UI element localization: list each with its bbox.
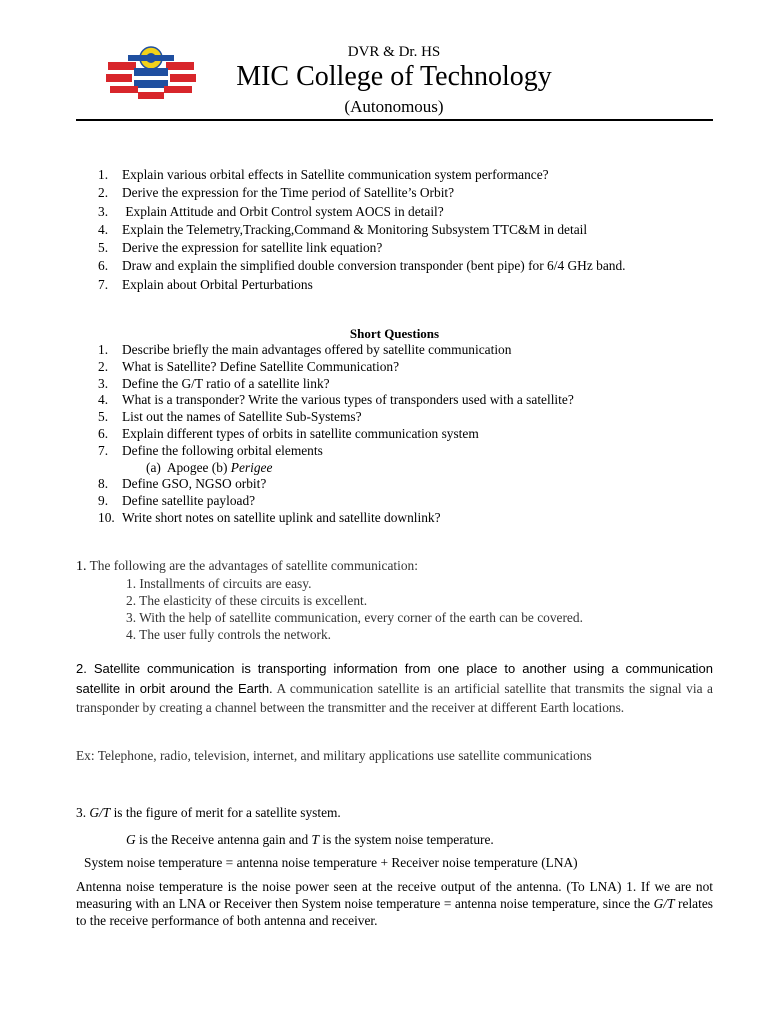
short-questions-title: Short Questions <box>349 326 440 341</box>
list-item: 8. Define GSO, NGSO orbit? <box>98 476 267 492</box>
answer-3-paragraph: Antenna noise temperature is the noise power seen at the receive output of the antenna. (To LNA) 1. If we are not measuring with an LNA or Receiver then System noise temperature = antenna noise temperature, since the G/T relates to the receive performance of both antenna and receiver. <box>76 879 713 928</box>
answer-2-paragraph: 2. Satellite communication is transporting information from one place to another using a communication satellite in orbit around the Earth. A communication satellite is an artificial satellite that transmits the signal via a transponder by creating a channel between the transmitter and the receiver at different Earth locations. <box>76 661 714 715</box>
list-item: 4. What is a transponder? Write the various types of transponders used with a satellite? <box>98 392 574 408</box>
list-item: 6. Draw and explain the simplified double conversion transponder (bent pipe) for 6/4 GHz band. <box>98 258 626 274</box>
header-institute-line: DVR & Dr. HS <box>347 44 441 60</box>
answer-2-example: Ex: Telephone, radio, television, internet, and military applications use satellite communications <box>76 748 592 763</box>
list-item: 1. Installments of circuits are easy. <box>126 576 312 591</box>
list-item: 5. List out the names of Satellite Sub-Systems? <box>98 409 362 425</box>
list-item: 7. Define the following orbital elements <box>98 442 323 458</box>
list-item: 1. Describe briefly the main advantages offered by satellite communication <box>98 342 512 357</box>
header-divider <box>76 119 713 121</box>
list-item: 10. Write short notes on satellite uplink and satellite downlink? <box>98 509 441 525</box>
list-item: 4. The user fully controls the network. <box>126 627 332 642</box>
list-item: 3. Explain Attitude and Orbit Control system AOCS in detail? <box>98 203 444 219</box>
answer-1-lead: 1. The following are the advantages of satellite communication: <box>76 558 418 574</box>
answer-3-line1: 3. G/T is the figure of merit for a satellite system. <box>76 805 341 820</box>
list-item: 2. Derive the expression for the Time period of Satellite’s Orbit? <box>98 185 455 201</box>
list-item: 6. Explain different types of orbits in satellite communication system <box>98 425 479 441</box>
answer-3-line2: G is the Receive antenna gain and T is the system noise temperature. <box>126 832 494 847</box>
college-emblem-icon <box>104 44 198 102</box>
long-questions-list <box>76 166 626 294</box>
advantages-list <box>126 575 583 643</box>
orbital-elements-subitem: (a) Apogee (b) Perigee <box>146 459 273 475</box>
answer-3-line3: System noise temperature = antenna noise temperature + Receiver noise temperature (LNA) <box>84 855 578 870</box>
list-item: 2. The elasticity of these circuits is excellent. <box>126 593 368 608</box>
list-item: 3. With the help of satellite communication, every corner of the earth can be covered. <box>126 610 583 625</box>
list-item: 1. Explain various orbital effects in Satellite communication system performance? <box>98 167 549 182</box>
list-item: 4. Explain the Telemetry,Tracking,Command & Monitoring Subsystem TTC&M in detail <box>98 221 588 237</box>
list-item: 9. Define satellite payload? <box>98 493 256 509</box>
list-item: 7. Explain about Orbital Perturbations <box>98 276 313 292</box>
short-questions-list <box>76 342 574 527</box>
college-name: MIC College of Technology <box>236 61 552 92</box>
list-item: 5. Derive the expression for satellite link equation? <box>98 240 383 256</box>
list-item: 3. Define the G/T ratio of a satellite link? <box>98 375 330 391</box>
list-item: 2. What is Satellite? Define Satellite Communication? <box>98 358 400 374</box>
autonomous-label: (Autonomous) <box>344 97 444 116</box>
